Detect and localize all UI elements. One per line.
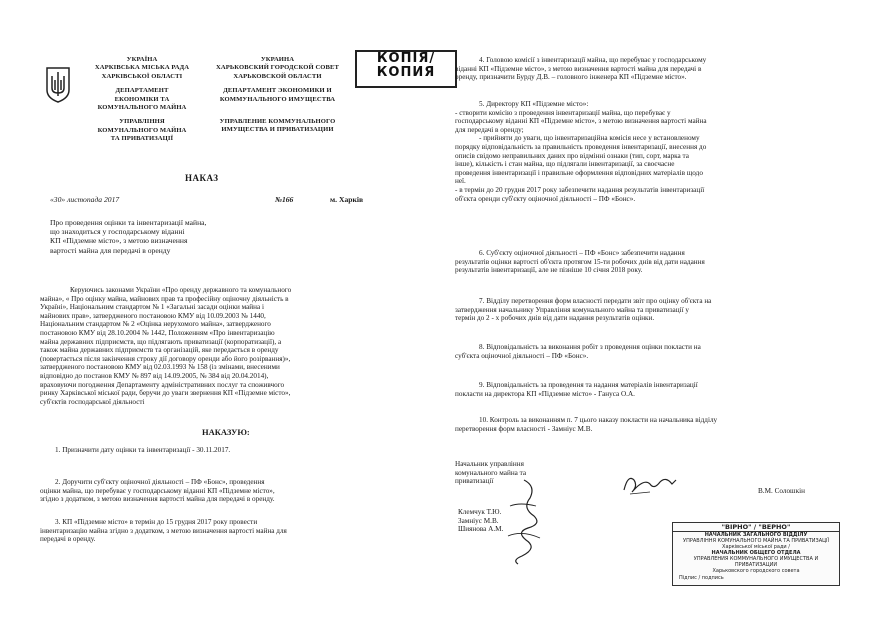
header-right-line: ДЕПАРТАМЕНТ ЭКОНОМИКИ И	[223, 87, 332, 95]
item-line: покласти на директора КП «Підземне місто» - Гануса О.А.	[455, 389, 635, 398]
approval-name: Клемчук Т.Ю.	[458, 508, 502, 516]
preamble-line: затвердженого постановою КМУ від 02.03.1993 № 158 (із змінами, внесеними	[40, 363, 280, 372]
header-left-line: ЕКОНОМІКИ ТА	[114, 95, 170, 103]
header-left-line: УПРАВЛІННЯ	[119, 118, 165, 126]
order-item-1	[55, 446, 230, 455]
order-item-6	[455, 249, 705, 275]
header-left	[82, 56, 202, 144]
approvals-list	[458, 508, 503, 534]
signatory-title-line: Начальник управління	[455, 460, 524, 468]
order-item-2	[40, 478, 275, 504]
preamble	[40, 286, 392, 406]
preamble-line: Національним стандартом № 2 «Оцінка нерухомого майна», затвердженого	[40, 320, 271, 329]
header-left-line: УКРАЇНА	[126, 56, 158, 63]
signatory-title-line: приватизації	[455, 477, 494, 486]
item-line: 1. Призначити дату оцінки та інвентаризації - 30.11.2017.	[55, 446, 231, 454]
order-subject	[50, 218, 206, 255]
preamble-line: майна», « Про оцінку майна, майнових прав та професійну оціночну діяльність в	[40, 294, 289, 303]
item-line: описів свідомо неправильних даних про відмінні ознаки (тип, сорт, марка та	[455, 151, 689, 160]
preamble-line: враховуючи погодження Департаменту адміністративних послуг та споживчого	[40, 380, 285, 389]
certified-copy-stamp-sign-label: Підпис / подпись	[679, 575, 724, 581]
order-item-4	[455, 56, 706, 82]
certified-copy-stamp-line: НАЧАЛЬНИК ЗАГАЛЬНОГО ВІДДІЛУ	[704, 532, 808, 538]
approval-signature-image	[500, 476, 548, 566]
item-line: інше), кількість і стан майна, що підлягали інвентаризації, за своєчасне	[455, 160, 675, 169]
item-line: 10. Контроль за виконанням п. 7 цього наказу покласти на начальника відділу	[479, 416, 718, 424]
preamble-line: ринку Харківської міської ради, беручи до уваги звернення КП «Підземне місто»,	[40, 389, 291, 398]
preamble-line: суб'єктів господарської діяльності	[40, 397, 145, 406]
preamble-line: постановою КМУ від 28.10.2004 № 1442, Положенням «Про інвентаризацію	[40, 328, 275, 337]
order-item-8	[455, 343, 701, 360]
item-line: 5. Директору КП «Підземне місто»:	[479, 100, 589, 108]
item-line: 2. Доручити суб'єкту оціночної діяльності – ПФ «Бонс», проведення	[55, 478, 265, 486]
order-item-7	[455, 297, 711, 323]
preamble-line: майнових прав», затвердженого постановою КМУ від 10.09.2003 № 1440,	[40, 311, 266, 320]
item-line: віданні КП «Підземне місто», з метою визначення вартості майна для передачі в	[455, 64, 702, 73]
item-line: 4. Головою комісії з інвентаризації майна, що перебуває у господарському	[479, 56, 707, 64]
copy-stamp	[355, 50, 457, 88]
signatory-title-line: комунального майна та	[455, 468, 527, 477]
header-right-line: ХАРЬКОВСКИЙ ГОРОДСКОЙ СОВЕТ	[215, 64, 340, 72]
order-item-10	[455, 416, 717, 433]
preamble-line: (повертається після закінчення строку дії договору оренди або його розірвання)»,	[40, 354, 291, 363]
item-line: результатів оцінки вартості об'єкта протягом 15-ти робочих днів від дати надання	[455, 257, 705, 266]
certified-copy-stamp-line: Харьковского городского совета	[712, 568, 800, 574]
header-right	[205, 56, 350, 135]
item-line: 8. Відповідальність за виконання робіт з проведення оцінки покласти на	[479, 343, 701, 351]
item-line: 7. Відділу перетворення форм власності передати звіт про оцінку об'єкта на	[479, 297, 712, 305]
header-right-line: УКРАИНА	[260, 56, 295, 63]
item-line: оренду, призначити Бурду Д.В. – головного інженера КП «Підземне місто».	[455, 73, 687, 82]
item-line: 3. КП «Підземне місто» в термін до 15 грудня 2017 року провести	[55, 518, 258, 526]
header-left-line: КОМУНАЛЬНОГО МАЙНА	[97, 104, 187, 112]
order-item-9	[455, 381, 698, 398]
header-right-line: ХАРЬКОВСКОЙ ОБЛАСТИ	[233, 72, 322, 80]
certified-copy-stamp-line: УПРАВЛІННЯ КОМУНАЛЬНОГО МАЙНА ТА ПРИВАТИЗАЦІЇ	[683, 538, 829, 544]
header-right-line: КОММУНАЛЬНОГО ИМУЩЕСТВА	[219, 95, 336, 103]
preamble-line: відповідно до постанов КМУ № 897 від 14.09.2005, № 384 від 20.04.2014),	[40, 371, 269, 380]
approval-name: Замніус М.В.	[458, 516, 499, 525]
preamble-line: також майна державних підприємств та організацій, яке передається в оренду	[40, 346, 279, 355]
item-line: проведення інвентаризації і правильне оформлення відповідних матеріалів щодо	[455, 168, 703, 177]
subject-line: КП «Підземне місто», з метою визначення	[50, 236, 188, 246]
header-right-line: ИМУЩЕСТВА И ПРИВАТИЗАЦИИ	[221, 126, 334, 134]
item-line: об'єкта оренди суб'єкту оціночної діяльності – ПФ «Бонс».	[455, 194, 636, 203]
item-line: для передачі в оренду;	[455, 125, 524, 134]
copy-stamp-line: КОПИЯ	[376, 65, 436, 80]
signature-image	[620, 470, 680, 498]
approval-name: Шиянова А.М.	[458, 525, 504, 534]
order-item-3	[40, 518, 287, 544]
order-item-5	[455, 100, 707, 203]
order-number: №166	[275, 195, 294, 204]
copy-stamp-line: КОПІЯ/	[376, 51, 436, 66]
certified-copy-stamp	[672, 522, 840, 586]
subject-line: вартості майна для передачі в оренду	[50, 245, 171, 255]
certified-copy-stamp-title: "ВІРНО" / "ВЕРНО"	[673, 523, 839, 532]
certified-copy-stamp-line: Харківської міської ради /	[722, 544, 790, 550]
item-line: оцінки майна, що перебуває у господарському віданні КП «Підземне місто»,	[40, 486, 275, 495]
certified-copy-stamp-line: УПРАВЛЕНИЯ КОММУНАЛЬНОГО ИМУЩЕСТВА И ПРИВАТИЗАЦИИ	[693, 556, 819, 568]
item-line: згідно з додатком, з метою визначення вартості майна для передачі в оренду.	[40, 495, 275, 504]
header-left-line: ХАРКІВСЬКА МІСЬКА РАДА	[94, 64, 190, 72]
item-line: перетворення форм власності - Замніус М.В.	[455, 424, 593, 433]
subject-line: що знаходиться у господарському віданні	[50, 227, 185, 237]
item-line: 6. Суб'єкту оціночної діяльності – ПФ «Бонс» забезпечити надання	[479, 249, 685, 257]
header-right-line: УПРАВЛЕНИЕ КОММУНАЛЬНОГО	[219, 118, 336, 126]
header-left-line: ДЕПАРТАМЕНТ	[115, 87, 169, 95]
header-left-line: ХАРКІВСЬКОЇ ОБЛАСТІ	[101, 72, 183, 80]
order-city: м. Харків	[330, 195, 364, 204]
item-line: - в термін до 20 грудня 2017 року забезпечити надання результатів інвентаризації	[455, 185, 705, 194]
item-line: затвердження начальнику Управління комунального майна та приватизації у	[455, 305, 689, 314]
certified-copy-stamp-line: НАЧАЛЬНИК ОБЩЕГО ОТДЕЛА	[711, 550, 801, 556]
item-line: термін до 2 - х робочих днів від дати надання результатів оцінки.	[455, 314, 655, 323]
item-line: суб'єкта оціночної діяльності – ПФ «Бонс».	[455, 351, 589, 360]
preamble-line: Україні», Національним стандартом № 1 «Загальні засади оцінки майна і	[40, 303, 264, 312]
item-line: порядку відповідальність за правильність проведення інвентаризації, внесення до	[455, 142, 707, 151]
preamble-line: Керуючись законами України «Про оренду державного та комунального	[70, 286, 292, 294]
item-line: господарському віданні КП «Підземне місто», з метою визначення вартості майна	[455, 117, 707, 126]
document-title: НАКАЗ	[185, 173, 219, 183]
preamble-line: майна державних підприємств, що підлягають приватизації (корпоратизації), а	[40, 337, 282, 346]
subject-line: Про проведення оцінки та інвентаризації майна,	[50, 218, 207, 227]
order-date: «30» листопада 2017	[50, 195, 120, 204]
header-left-line: КОМУНАЛЬНОГО МАЙНА	[97, 126, 187, 134]
header-left-line: ТА ПРИВАТИЗАЦІЇ	[110, 135, 174, 143]
item-line: результатів інвентаризації, але не пізніше 10 січня 2018 року.	[455, 266, 643, 275]
order-heading: НАКАЗУЮ:	[202, 427, 250, 437]
item-line: неї.	[455, 177, 466, 186]
item-line: - створити комісію з проведення інвентаризації майна, що перебуває у	[455, 108, 671, 117]
item-line: передачі в оренду.	[40, 535, 96, 544]
signatory-name: В.М. Солошкін	[758, 487, 805, 495]
coat-of-arms-icon	[44, 66, 72, 104]
item-line: 9. Відповідальність за проведення та надання матеріалів інвентаризації	[479, 381, 698, 389]
item-line: інвентаризацію майна згідно з додатком, з метою визначення вартості майна для	[40, 526, 287, 535]
item-line: - прийняти до уваги, що інвентаризаційна комісія несе у встановленому	[479, 134, 700, 143]
